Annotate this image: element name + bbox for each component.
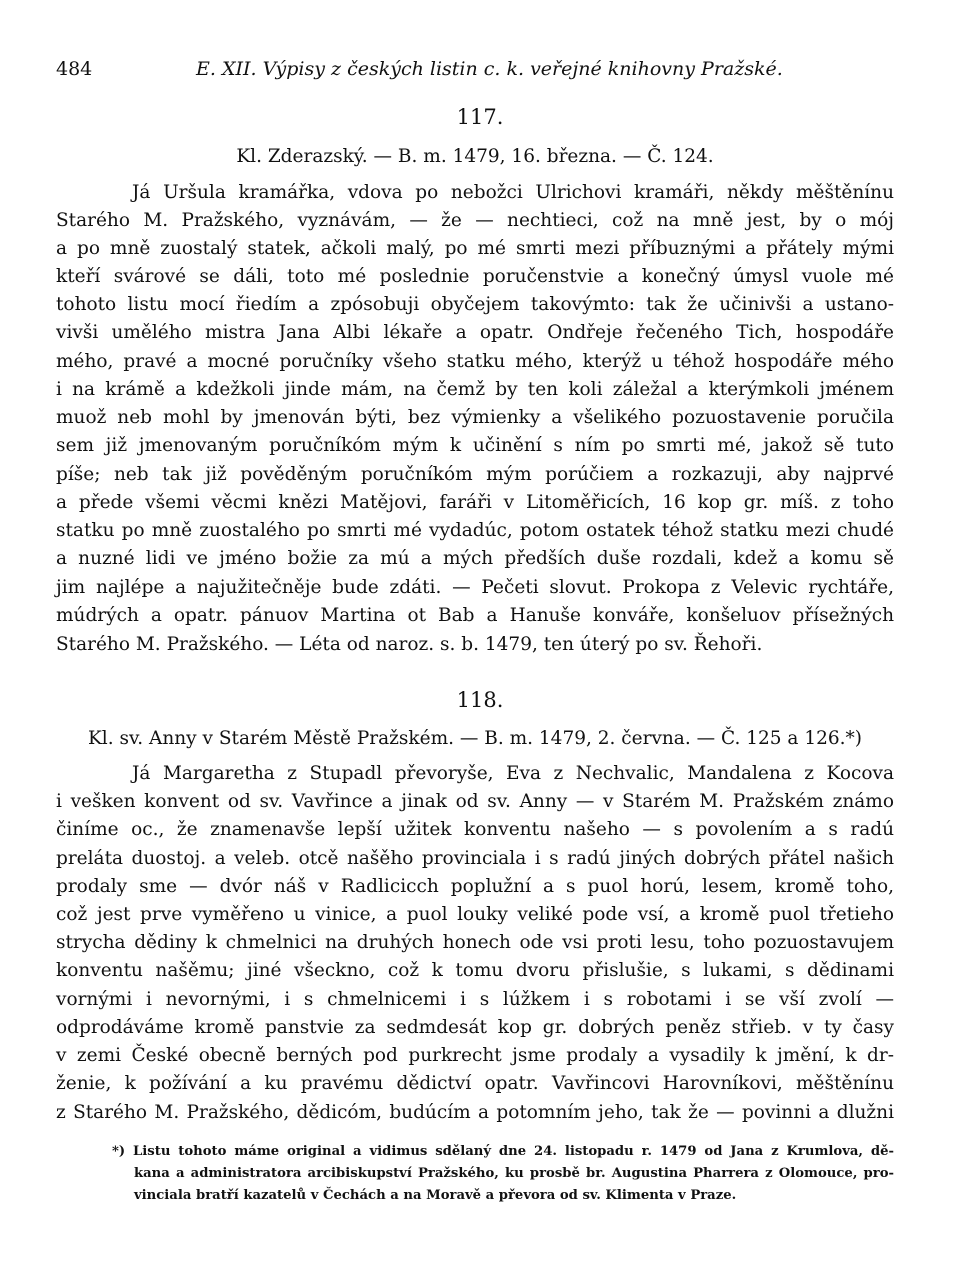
page-number: 484 — [56, 58, 93, 80]
text-line: i vešken konvent od sv. Vavřince a jinak od sv. Anny — v Starém M. Pražském známo — [56, 791, 894, 812]
text-line: ženie, k požívání a ku pravému dědictví opatr. Vavřincovi Harovníkovi, měštěnínu — [56, 1073, 894, 1094]
text-line: Starého M. Pražského. — Léta od naroz. s. b. 1479, ten úterý po sv. Řehoři. — [56, 634, 763, 655]
text-line: a přede všemi věcmi knězi Matějovi, faráři v Litoměřicích, 16 kop gr. míš. z toho — [56, 492, 894, 513]
document-number-118: 118. — [456, 688, 504, 712]
text-line: píše; neb tak již pověděným poručníkóm mým porúčiem a rozkazuji, aby najprvé — [56, 464, 894, 485]
text-line: statku po mně zuostalého po smrti mé vydadúc, potom ostatek téhož statku mezi chudé — [56, 520, 894, 541]
text-line: z Starého M. Pražského, dědicóm, budúcím a potomním jeho, tak že — povinni a dlužni — [56, 1102, 894, 1123]
running-header — [56, 58, 896, 86]
text-line: i na krámě a kdežkoli jinde mám, na čemž by ten koli záležal a kterýmkoli jménem — [56, 379, 894, 400]
document-heading-118: Kl. sv. Anny v Starém Městě Pražském. — B. m. 1479, 2. června. — Č. 125 a 126.*) — [87, 728, 862, 749]
footnote-line: kana a administratora arcibiskupství Pražského, ku prosbě br. Augustina Pharrera z Olomouce, pro- — [134, 1166, 894, 1181]
text-line: Starého M. Pražského, vyznávám, — že — nechtieci, což na mně jest, by o mój — [56, 210, 894, 231]
text-line: muož neb mohl by jmenován býti, bez výmienky a všelikého pozuostavenie poručila — [56, 407, 894, 428]
text-line: kteří svárové se dáli, toto mé poslednie poručenstvie a konečný úmysl vuole mé — [56, 266, 894, 287]
text-line: Já Uršula kramářka, vdova po nebožci Ulrichovi kramáři, někdy měštěnínu — [132, 182, 894, 203]
text-line: odprodáváme kromě panstvie za sedmdesát kop gr. dobrých peněz střieb. v ty časy — [56, 1017, 894, 1038]
text-line: a nuzné lidi ve jméno božie za mú a mých předších duše rozdali, kdež a komu sě — [56, 548, 894, 569]
text-line: konventu našěmu; jiné všeckno, což k tomu dvoru přislušie, s lukami, s dědinami — [56, 960, 894, 981]
footnote-line: *) Listu tohoto máme original a vidimus sdělaný dne 24. listopadu r. 1479 od Jana z Krumlova, dě- — [112, 1144, 894, 1159]
text-line: jim najlépe a najužitečněje bude zdáti. — Pečeti slovut. Prokopa z Velevic rychtáře, — [56, 577, 894, 598]
document-heading-117: Kl. Zderazský. — B. m. 1479, 16. března. — Č. 124. — [236, 146, 714, 167]
text-line: Já Margaretha z Stupadl převoryše, Eva z Nechvalic, Mandalena z Kocova — [132, 763, 894, 784]
text-line: v zemi České obecně berných pod purkrecht jsme prodaly a vysadily k jmění, k dr- — [56, 1045, 894, 1066]
text-line: strycha dědiny k chmelnici na druhých honech ode vsi proti lesu, toho pozuostavujem — [56, 932, 894, 953]
text-line: tohoto listu mocí řiedím a zpósobuji obyčejem takovýmto: tak že učinivši a ustano- — [56, 294, 894, 315]
text-line: vivši umělého mistra Jana Albi lékaře a opatr. Ondřeje řečeného Tich, hospodáře — [56, 322, 894, 343]
text-line: což jest prve vyměřeno u vinice, a puol louky veliké pode vsí, a kromě puol třetieho — [56, 904, 894, 925]
text-line: a po mně zuostalý statek, ačkoli malý, po mé smrti mezi příbuznými a přátely mými — [56, 238, 894, 259]
text-line: mého, pravé a mocné poručníky všeho statku mého, kterýž u téhož hospodáře mého — [56, 351, 894, 372]
text-line: činíme oc., že znamenavše lepší užitek konventu našeho — s povolením a s radú — [56, 819, 894, 840]
text-line: preláta duostoj. a veleb. otcě našěho provinciala i s radú jiných dobrých přátel našich — [56, 848, 894, 869]
text-line: prodaly sme — dvór náš v Radlicicch poplužní a s puol horú, lesem, kromě toho, — [56, 876, 894, 897]
footnote-line: vinciala bratří kazatelů v Čechách a na Moravě a převora od sv. Klimenta v Praze. — [134, 1188, 737, 1203]
text-line: múdrých a opatr. pánuov Martina ot Bab a Hanuše konváře, konšeluov přísežných — [56, 605, 894, 626]
document-number-117: 117. — [456, 105, 504, 129]
text-line: vornými i nevornými, i s chmelnicemi i s lúžkem i s robotami i se vší zvolí — — [56, 989, 894, 1010]
running-title: E. XII. Výpisy z českých listin c. k. veřejné knihovny Pražské. — [196, 58, 783, 80]
text-line: sem již jmenovaným poručníkóm mým k učinění s ním po smrti mé, jakož sě tuto — [56, 435, 894, 456]
